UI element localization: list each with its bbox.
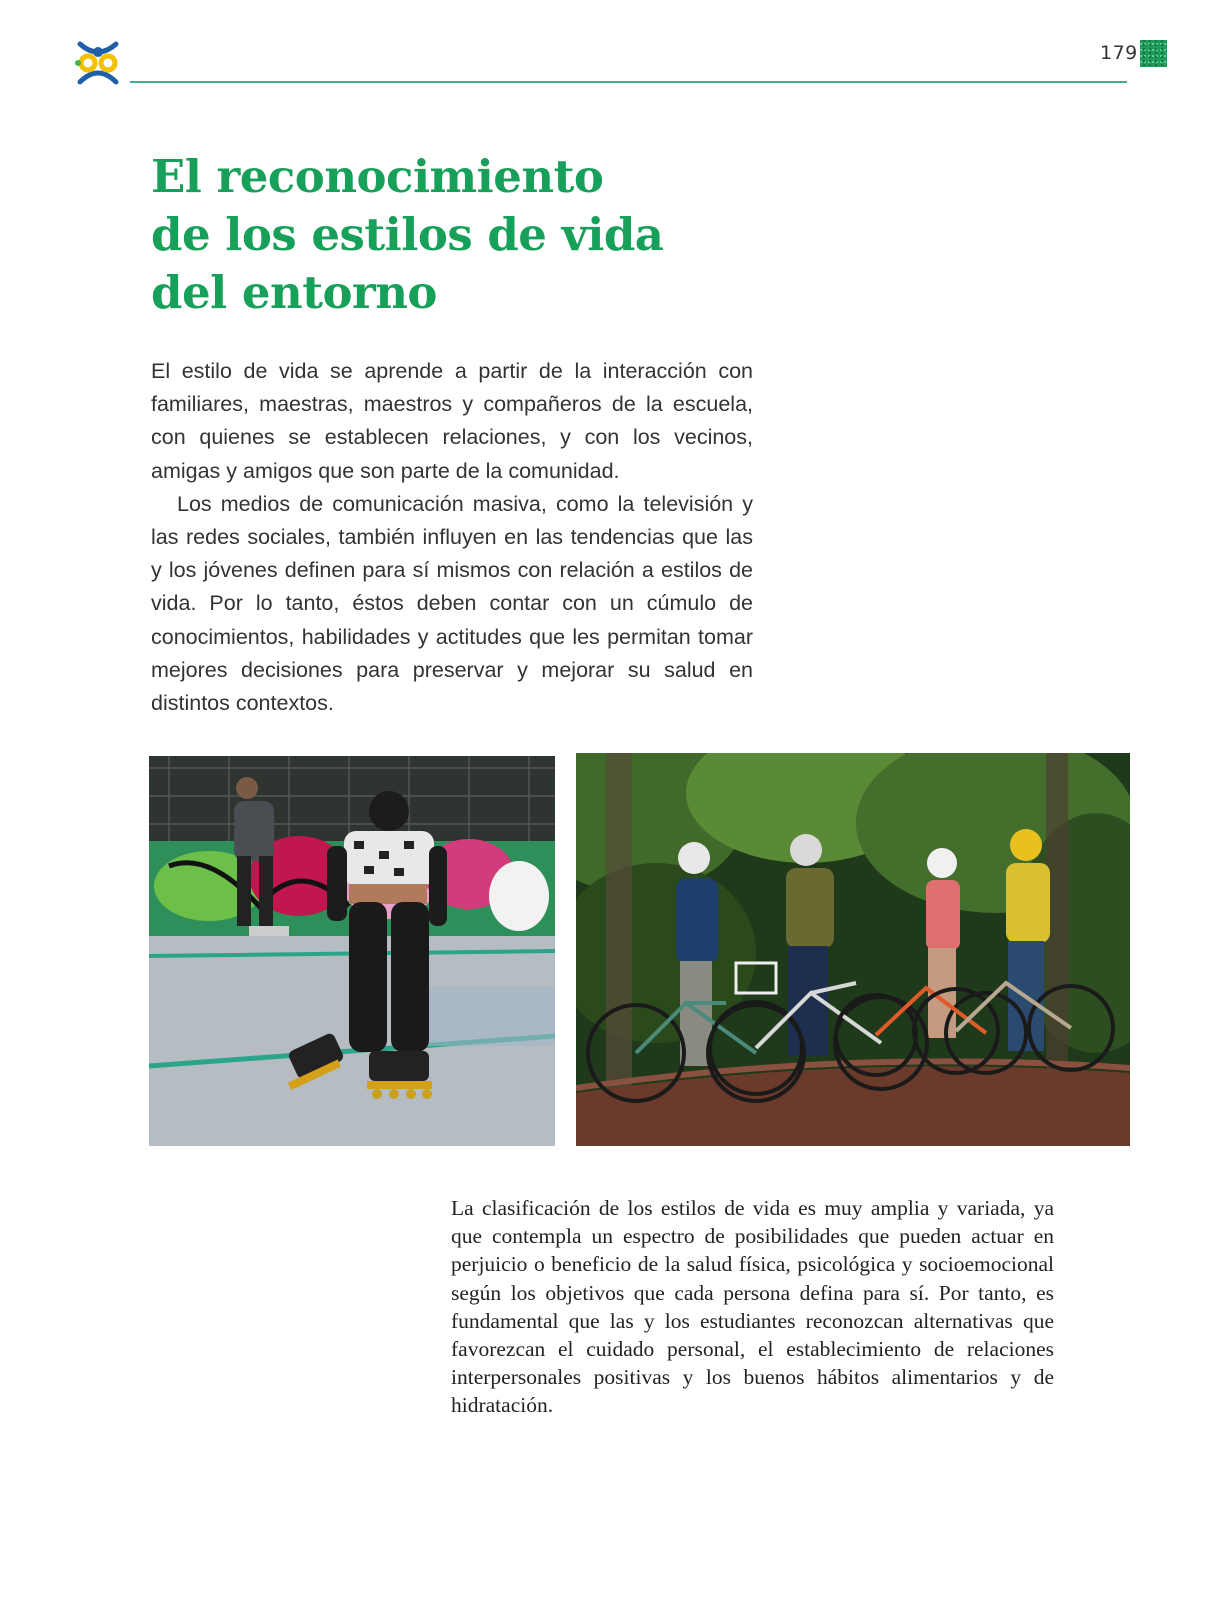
- inline-skating-photo: [149, 756, 555, 1146]
- closing-paragraph: La clasificación de los estilos de vida es muy amplia y variada, ya que contempla un espectro de posibilidades que pueden actuar en perjuicio o beneficio de la salud física, psicológica y socioemocional según los objetivos que cada persona defina para sí. Por tanto, es fundamental que las y los estudiantes reconozcan alternativas que favorezcan el cuidado personal, el establecimiento de relaciones interpersonales positivas y los buenos hábitos alimentarios y de hidratación.: [451, 1196, 1054, 1418]
- header-divider: [130, 81, 1127, 83]
- cycling-family-photo: [576, 753, 1130, 1146]
- logo-icon: [74, 38, 122, 86]
- section-title-line: del entorno: [151, 266, 437, 319]
- paragraph: Los medios de comunicación masiva, como la televisión y las redes sociales, también influyen en las tendencias que las y los jóvenes definen para sí mismos con relación a estilos de vida. Por lo tanto, éstos deben contar con un cúmulo de conocimientos, habilidades y actitudes que les permitan tomar mejores decisiones para preservar y mejorar su salud en distintos contextos.: [151, 491, 753, 716]
- corner-pattern-icon: [1140, 40, 1167, 67]
- section-title-line: El reconocimiento: [151, 150, 604, 203]
- paragraph: El estilo de vida se aprende a partir de la interacción con familiares, maestras, maestros y compañeros de la escuela, con quienes se establecen relaciones, y con los vecinos, amigas y amigos que son parte de la comunidad.: [151, 359, 753, 483]
- section-title: [151, 148, 771, 322]
- section-title-line: de los estilos de vida: [151, 208, 664, 261]
- intro-text: [151, 355, 753, 720]
- page-number: 179: [1100, 42, 1138, 64]
